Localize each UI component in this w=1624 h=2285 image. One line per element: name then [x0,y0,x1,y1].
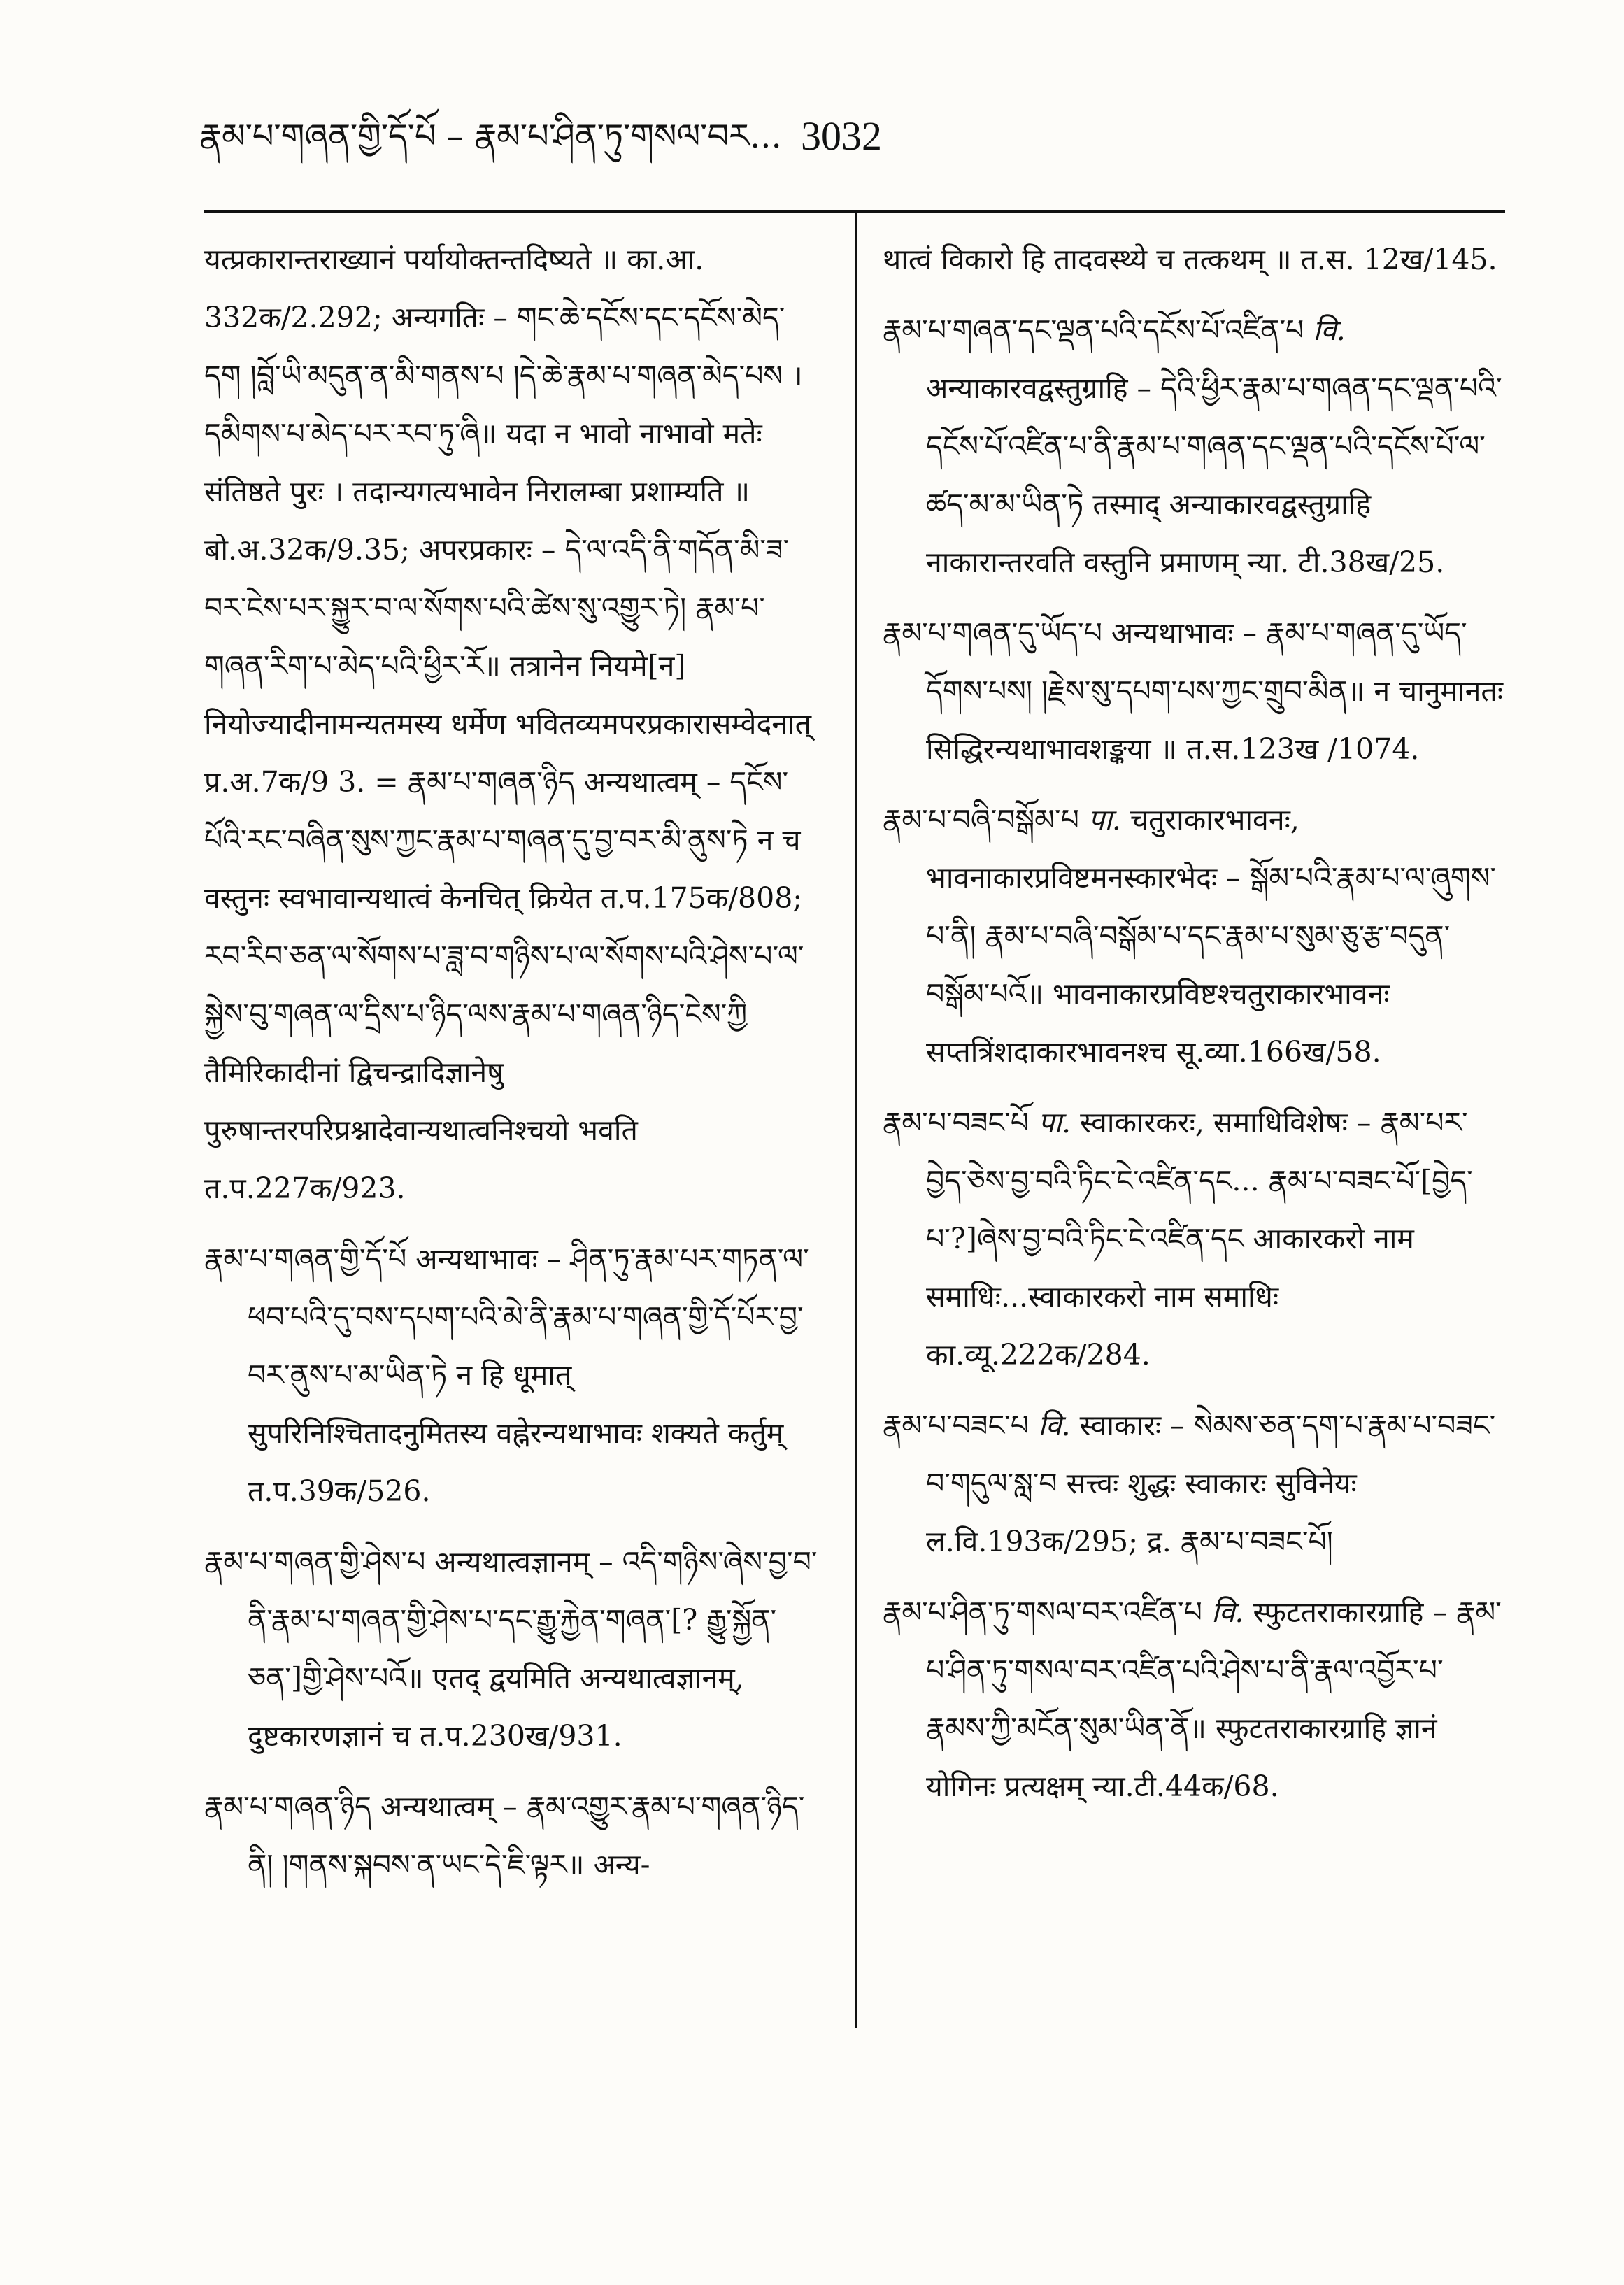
dictionary-entry: རྣམ་པ་གཞན་གྱི་ཤེས་པ अन्यथात्वज्ञानम् – འདི་གཉིས་ཞེས་བྱ་བ་ནི་རྣམ་པ་གཞན་གྱི་ཤེས་པ་དང་རྒྱུ་རྐྱེན་གཞན་[? རྒྱུ་སྐྱོན་ཅན་]གྱི་ཤེས་པའོ॥ एतद् द्वयमिति अन्यथात्वज्ञानम्, दुष्टकारणज्ञानं च त.प.230ख/931. [204,1545,818,1753]
headword: རྣམ་པ་གཞན་དང་ལྡན་པའི་དངོས་པོ་འཛིན་པ [883,313,1304,347]
definition: स्फुटतराकारग्राहि – རྣམ་པ་ཤིན་ཏུ་གསལ་བར་འཛིན་པའི་ཤེས་པ་ནི་རྣལ་འབྱོར་པ་རྣམས་ཀྱི་མངོན་སུམ་ཡིན་ནོ॥ स्फुटतराकारग्राहि ज्ञानं योगिनः प्रत्यक्षम् न्या.टी.44क/68. [926,1595,1502,1803]
dictionary-entry [883,1397,1505,1571]
headword: རྣམ་པ་བཟང་པོ [883,1106,1030,1139]
continuation-text: यत्प्रकारान्तराख्यानं पर्यायोक्तन्तदिष्यते ॥ का.आ. 332क/2.292; अन्यगतिः – གང་ཆེ་དངོས་དང་དངོས་མེད་དག །བློ་ཡི་མདུན་ན་མི་གནས་པ །དེ་ཆེ་རྣམ་པ་གཞན་མེད་པས ।དམིགས་པ་མེད་པར་རབ་ཏུ་ཞི॥ यदा न भावो नाभावो मतेः संतिष्ठते पुरः । तदान्यगत्यभावेन निरालम्बा प्रशाम्यति ॥ बो.अ.32क/9.35; अपरप्रकारः – དེ་ལ་འདི་ནི་གདོན་མི་ཟ་བར་ངེས་པར་སྐྱུར་བ་ལ་སོགས་པའི་ཚེས་སུ་འགྱུར་ཏེ། རྣམ་པ་གཞན་རིག་པ་མེད་པའི་ཕྱིར་རོ॥ तत्रानेन नियमे[न] नियोज्यादीनामन्यतमस्य धर्मेण भवितव्यमपरप्रकारासम्वेदनात् प्र.अ.7क/9 3. = རྣམ་པ་གཞན་ཉིད अन्यथात्वम् – དངོས་པོའི་རང་བཞིན་སུས་ཀྱང་རྣམ་པ་གཞན་དུ་བྱ་བར་མི་ནུས་ཏེ न च वस्तुनः स्वभावान्यथात्वं केनचित् क्रियेत त.प.175क/808; རབ་རིབ་ཅན་ལ་སོགས་པ་ཟླ་བ་གཉིས་པ་ལ་སོགས་པའི་ཤེས་པ་ལ་སྐྱེས་བུ་གཞན་ལ་དྲིས་པ་ཉིད་ལས་རྣམ་པ་གཞན་ཉིད་ངེས་ཀྱི तैमिरिकादीनां द्विचन्द्रादिज्ञानेषु पुरुषान्तरपरिप्रश्नादेवान्यथात्वनिश्चयो भवति त.प.227क/923. [204,243,811,1205]
dictionary-entry: རྣམ་པ་གཞན་དུ་ཡོད་པ अन्यथाभावः – རྣམ་པ་གཞན་དུ་ཡོད་དོགས་པས། །རྗེས་སུ་དཔག་པས་ཀྱང་གྲུབ་མིན॥ न चानुमानतः सिद्धिरन्यथाभावशङ्कया ॥ त.स.123ख /1074. [883,616,1504,766]
headword: རྣམ་པ་བཞི་བསྒོམ་པ [883,803,1079,837]
column-divider [855,210,857,2028]
headword: རྣམ་པ་ཤིན་ཏུ་གསལ་བར་འཛིན་པ [883,1595,1202,1629]
dictionary-entry: རྣམ་པ་གཞན་ཉིད अन्यथात्वम् – རྣམ་འགྱུར་རྣམ་པ་གཞན་ཉིད་ནི། །གནས་སྐབས་ན་ཡང་དེ་ཇི་ལྟར॥ अन्य- [204,1790,805,1881]
right-column [883,231,1505,2021]
left-column [204,231,820,2021]
definition: स्वाकारकरः, समाधिविशेषः – རྣམ་པར་བྱེད་ཅེས་བྱ་བའི་ཏིང་ངེ་འཛིན་དང... རྣམ་པ་བཟང་པོ་[བྱེད་པ་?]ཞེས་བྱ་བའི་ཏིང་ངེ་འཛིན་དང आकारकरो नाम समाधिः...स्वाकारकरो नाम समाधिः का.व्यू.222क/284. [926,1106,1473,1372]
page-number: 3032 [801,113,882,159]
dictionary-entry: རྣམ་པ་གཞན་གྱི་དོ་པོ अन्यथाभावः – ཤིན་ཏུ་རྣམ་པར་གཏན་ལ་ཕབ་པའི་དུ་བས་དཔག་པའི་མེ་ནི་རྣམ་པ་གཞན་གྱི་དོ་པོར་བྱ་བར་ནུས་པ་མ་ཡིན་ཏེ न हि धूमात् सुपरिनिश्चितादनुमितस्य वह्नेरन्यथाभावः शक्यते कर्तुम् त.प.39क/526. [204,1242,809,1508]
definition: चतुराकारभावनः, भावनाकारप्रविष्टमनस्कारभेदः – སྒོམ་པའི་རྣམ་པ་ལ་ཞུགས་པ་ནི། རྣམ་པ་བཞི་བསྒོམ་པ་དང་རྣམ་པ་སུམ་ཅུ་རྩ་བདུན་བསྒོམ་པའོ॥ भावनाकारप्रविष्टश्चतुराकारभावनः सप्तत्रिंशदाकारभावनश्च सू.व्या.166ख/58. [926,803,1497,1069]
grammar-gloss: वि. [1038,1409,1071,1442]
grammar-gloss: वि. [1313,313,1346,347]
definition: अन्याकारवद्वस्तुग्राहि – དེའི་ཕྱིར་རྣམ་པ་གཞན་དང་ལྡན་པའི་དངོས་པོ་འཛིན་པ་ནི་རྣམ་པ་གཞན་དང་ལྡན་པའི་དངོས་པོ་ལ་ཚད་མ་མ་ཡིན་ཏེ तस्माद् अन्याकारवद्वस्तुग्राहि नाकारान्तरवति वस्तुनि प्रमाणम् न्या. टी.38ख/25. [926,371,1502,579]
dictionary-entry [883,301,1505,592]
definition: स्वाकारः – སེམས་ཅན་དག་པ་རྣམ་པ་བཟང་བ་གདུལ་སླ་བ सत्त्वः शुद्धः स्वाकारः सुविनेयः ल.वि.193क/295; द्र. རྣམ་པ་བཟང་པོ། [926,1409,1496,1558]
dictionary-entry [883,1094,1505,1384]
grammar-gloss: पा. [1088,803,1121,837]
dictionary-entry [883,791,1505,1081]
grammar-gloss: वि. [1211,1595,1244,1629]
grammar-gloss: पा. [1038,1106,1071,1139]
continuation-text: थात्वं विकारो हि तादवस्थ्ये च तत्कथम् ॥ त.स. 12ख/145. [883,243,1497,276]
dictionary-entry [883,1583,1505,1816]
running-head: རྣམ་པ་གཞན་གྱི་དོ་པོ – རྣམ་པ་ཤིན་ཏུ་གསལ་བར... [199,117,782,156]
headword: རྣམ་པ་བཟང་པ [883,1409,1030,1442]
